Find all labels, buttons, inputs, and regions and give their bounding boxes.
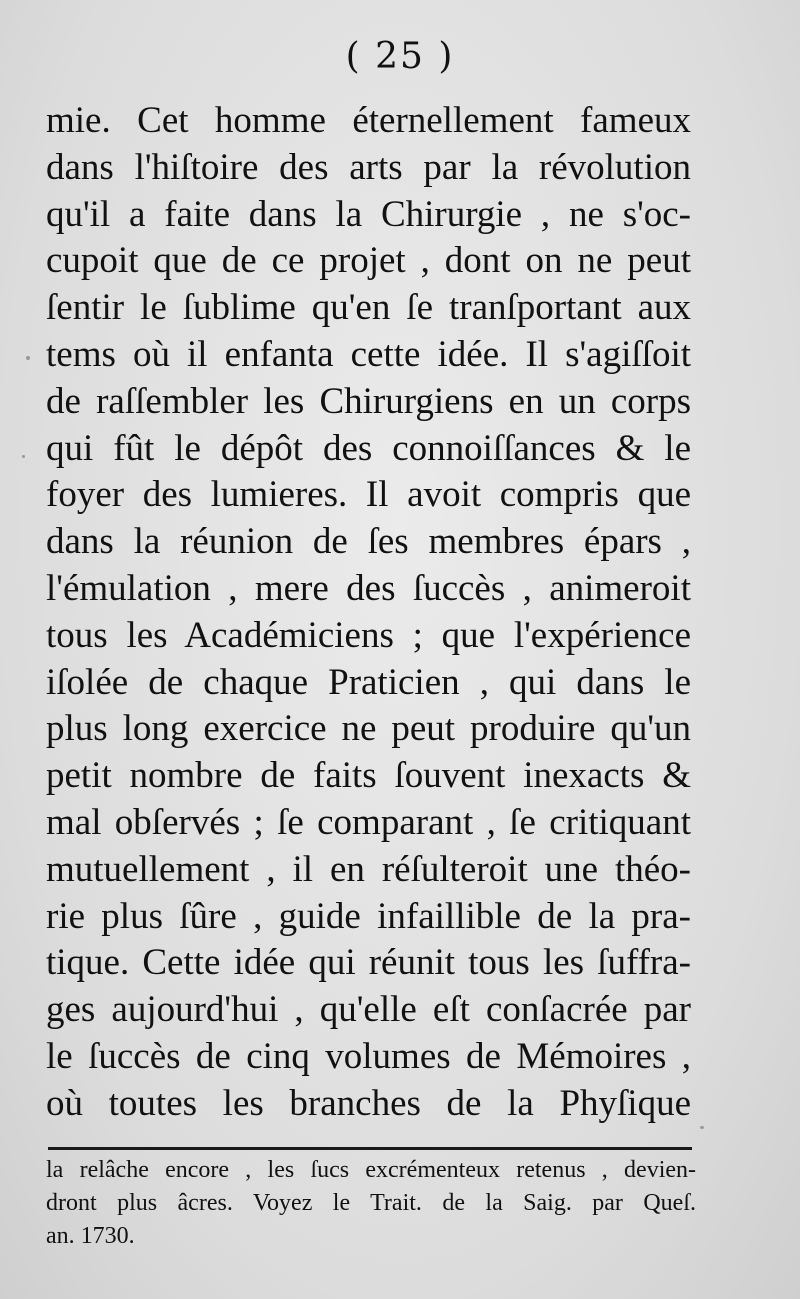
text-line: de raſſembler les Chirurgiens en un corps bbox=[46, 380, 691, 422]
footnote bbox=[46, 1154, 696, 1253]
footnote-line: la relâche encore , les ſucs excrémenteux retenus , devien- bbox=[46, 1157, 696, 1183]
text-line: tems où il enfanta cette idée. Il s'agiſſoit bbox=[46, 333, 691, 375]
paper-speck bbox=[22, 455, 25, 458]
text-line: l'émulation , mere des ſuccès , animeroit bbox=[46, 567, 691, 609]
text-line: petit nombre de faits ſouvent inexacts & bbox=[46, 755, 691, 797]
text-line: mutuellement , il en réſulteroit une théo- bbox=[46, 848, 691, 890]
text-line: tique. Cette idée qui réunit tous les ſuffra- bbox=[46, 942, 691, 984]
text-line: foyer des lumieres. Il avoit compris que bbox=[46, 474, 691, 516]
text-line: cupoit que de ce projet , dont on ne peut bbox=[46, 240, 691, 282]
footnote-line: dront plus âcres. Voyez le Trait. de la Saig. par Queſ. bbox=[46, 1190, 696, 1216]
page-number: ( 25 ) bbox=[345, 36, 455, 77]
footnote-rule bbox=[48, 1147, 692, 1150]
text-line: dans l'hiſtoire des arts par la révolution bbox=[46, 146, 691, 188]
paper-speck bbox=[700, 1126, 704, 1129]
text-line: iſolée de chaque Praticien , qui dans le bbox=[46, 661, 691, 703]
text-line: rie plus ſûre , guide infaillible de la pra- bbox=[46, 895, 691, 937]
text-line: ges aujourd'hui , qu'elle eſt conſacrée par bbox=[46, 989, 691, 1031]
text-line: mie. Cet homme éternellement fameux bbox=[46, 100, 691, 141]
text-line: mal obſervés ; ſe comparant , ſe critiquant bbox=[46, 801, 691, 843]
main-text bbox=[46, 98, 691, 1128]
text-line: qu'il a faite dans la Chirurgie , ne s'oc- bbox=[46, 193, 691, 235]
text-line: tous les Académiciens ; que l'expérience bbox=[46, 614, 691, 656]
text-line: où toutes les branches de la Phyſique bbox=[46, 1082, 691, 1124]
text-line: ſentir le ſublime qu'en ſe tranſportant aux bbox=[46, 287, 691, 329]
paper-speck bbox=[26, 356, 30, 360]
text-line: qui fût le dépôt des connoiſſances & le bbox=[46, 427, 691, 469]
text-line: dans la réunion de ſes membres épars , bbox=[46, 521, 691, 563]
footnote-line: an. 1730. bbox=[46, 1223, 135, 1249]
text-line: le ſuccès de cinq volumes de Mémoires , bbox=[46, 1035, 691, 1077]
text-line: plus long exercice ne peut produire qu'un bbox=[46, 708, 691, 750]
